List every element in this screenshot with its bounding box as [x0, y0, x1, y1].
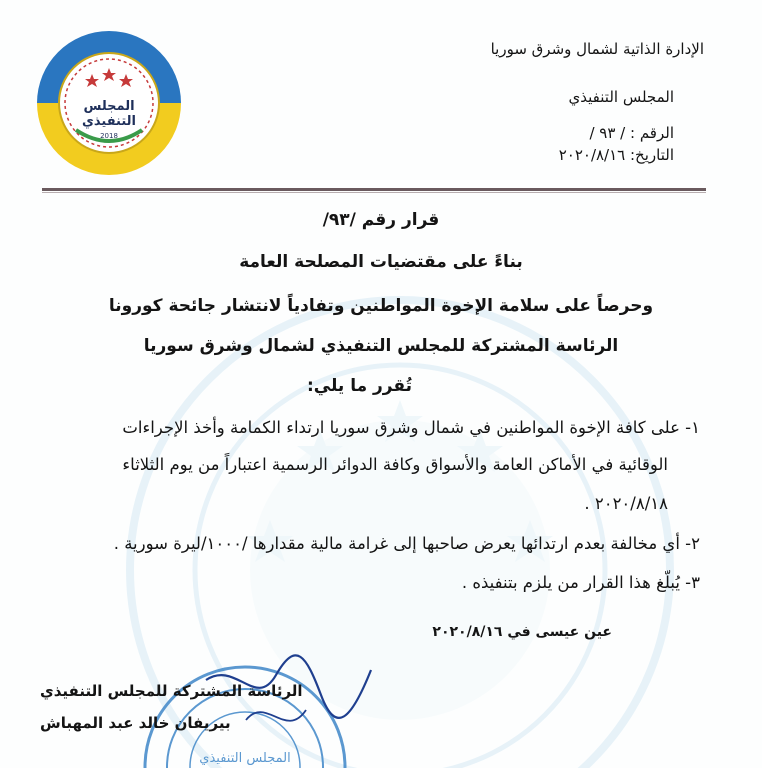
place-date: عين عيسى في ٢٠٢٠/٨/١٦ [432, 624, 612, 640]
reference-number: الرقم : / ٩٣ / [589, 124, 674, 142]
decision-basis: بناءً على مقتضيات المصلحة العامة [239, 252, 523, 272]
item2-text: ٢- أي مخالفة بعدم ارتدائها يعرض صاحبها إلى غرامة مالية مقدارها /١٠٠٠/ليرة سورية . [113, 534, 700, 553]
decision-concern: وحرصاً على سلامة الإخوة المواطنين وتفادياً لانتشار جائحة كورونا [108, 296, 654, 316]
decision-title: قرار رقم /٩٣/ [322, 210, 440, 230]
logo-center-line1: المجلس [83, 99, 135, 114]
item1-line2: الوقائية في الأماكن العامة والأسواق وكافة الدوائر الرسمية اعتباراً من يوم الثلاثاء [122, 455, 668, 474]
signatory-title: الرئاسة المشتركة للمجلس التنفيذي [40, 682, 303, 700]
stamp-center: المجلس التنفيذي [199, 751, 291, 766]
logo-year: 2018 [100, 132, 118, 140]
header-divider [42, 188, 706, 191]
decision-decides: تُقرر ما يلي: [306, 376, 412, 396]
reference-date: التاريخ: ٢٠٢٠/٨/١٦ [558, 146, 674, 164]
administration-name: الإدارة الذاتية لشمال وشرق سوريا [490, 40, 704, 58]
header-divider-thin [42, 192, 706, 193]
logo-center-line2: التنفيذي [81, 114, 137, 129]
item1-line1: ١- على كافة الإخوة المواطنين في شمال وشرق سوريا ارتداء الكمامة وأخذ الإجراءات [122, 418, 700, 437]
council-logo-icon [36, 30, 182, 176]
signatory-names: بيريفان خالد عبد المهباش [40, 714, 231, 732]
handwritten-signature-icon [186, 640, 386, 768]
item1-line3: ٢٠٢٠/٨/١٨ . [584, 494, 668, 513]
decision-authority: الرئاسة المشتركة للمجلس التنفيذي لشمال وشرق سوريا [143, 336, 619, 356]
council-name: المجلس التنفيذي [568, 88, 674, 106]
item3-text: ٣- يُبلّغ هذا القرار من يلزم بتنفيذه . [461, 573, 700, 592]
